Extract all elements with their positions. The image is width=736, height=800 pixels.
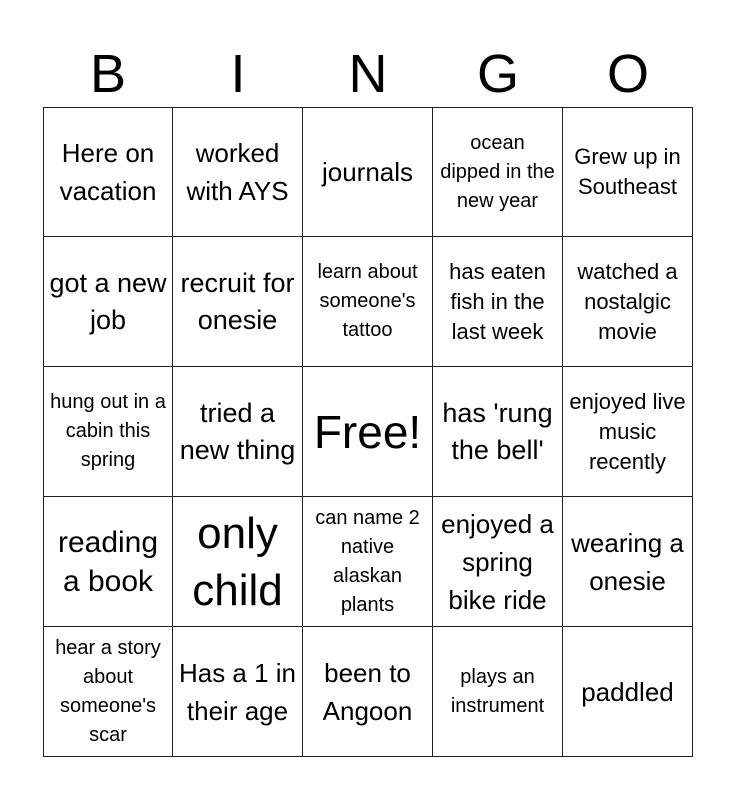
- cell-text: journals: [321, 157, 414, 187]
- header-letter-i: I: [230, 44, 246, 104]
- bingo-cell[interactable]: [433, 107, 563, 237]
- bingo-header: [43, 40, 693, 108]
- free-space-cell[interactable]: [303, 367, 433, 497]
- bingo-cell[interactable]: [303, 627, 433, 757]
- cell-text: has 'rung the bell': [442, 397, 553, 465]
- cell-text: only child: [192, 508, 283, 615]
- cell-text: watched a nostalgic movie: [577, 258, 678, 344]
- header-letter-o: O: [606, 44, 649, 104]
- bingo-cell[interactable]: [43, 627, 173, 757]
- bingo-cell[interactable]: [303, 107, 433, 237]
- bingo-cell[interactable]: [563, 627, 693, 757]
- cell-text: Free!: [313, 405, 422, 458]
- bingo-cell[interactable]: [173, 497, 303, 627]
- cell-text: ocean dipped in the new year: [440, 131, 555, 212]
- bingo-cell[interactable]: [173, 627, 303, 757]
- bingo-cell[interactable]: [43, 237, 173, 367]
- bingo-board: [43, 107, 693, 757]
- bingo-cell[interactable]: [563, 367, 693, 497]
- header-letter-n: N: [348, 44, 388, 104]
- bingo-cell[interactable]: [433, 367, 563, 497]
- header-letter-g: G: [476, 44, 519, 104]
- bingo-cell[interactable]: [433, 627, 563, 757]
- cell-text: enjoyed live music recently: [569, 388, 686, 474]
- bingo-cell[interactable]: [43, 367, 173, 497]
- bingo-cell[interactable]: [173, 107, 303, 237]
- cell-text: been to Angoon: [322, 657, 413, 726]
- bingo-cell[interactable]: [43, 497, 173, 627]
- cell-text: reading a book: [57, 525, 159, 598]
- bingo-cell[interactable]: [43, 107, 173, 237]
- cell-text: wearing a onesie: [571, 527, 684, 596]
- bingo-cell[interactable]: [563, 107, 693, 237]
- cell-text: Has a 1 in their age: [178, 657, 297, 726]
- cell-text: worked with AYS: [186, 138, 289, 206]
- cell-text: Grew up in Southeast: [574, 144, 681, 199]
- cell-text: hung out in a cabin this spring: [50, 391, 166, 471]
- cell-text: has eaten fish in the last week: [449, 258, 546, 344]
- bingo-cell[interactable]: [563, 237, 693, 367]
- cell-text: learn about someone's tattoo: [317, 261, 418, 341]
- cell-text: plays an instrument: [450, 665, 545, 717]
- cell-text: enjoyed a spring bike ride: [441, 508, 554, 615]
- cell-text: tried a new thing: [179, 397, 296, 465]
- header-letter-b: B: [89, 44, 127, 104]
- bingo-cell[interactable]: [303, 237, 433, 367]
- cell-text: paddled: [581, 676, 674, 707]
- bingo-cell[interactable]: [563, 497, 693, 627]
- bingo-cell[interactable]: [173, 237, 303, 367]
- cell-text: Here on vacation: [59, 138, 157, 206]
- bingo-cell[interactable]: [433, 237, 563, 367]
- cell-text: can name 2 native alaskan plants: [315, 506, 420, 616]
- cell-text: hear a story about someone's scar: [55, 636, 161, 746]
- bingo-cell[interactable]: [433, 497, 563, 627]
- cell-text: got a new job: [49, 267, 167, 335]
- bingo-cell[interactable]: [303, 497, 433, 627]
- bingo-cell[interactable]: [173, 367, 303, 497]
- cell-text: recruit for onesie: [180, 267, 295, 335]
